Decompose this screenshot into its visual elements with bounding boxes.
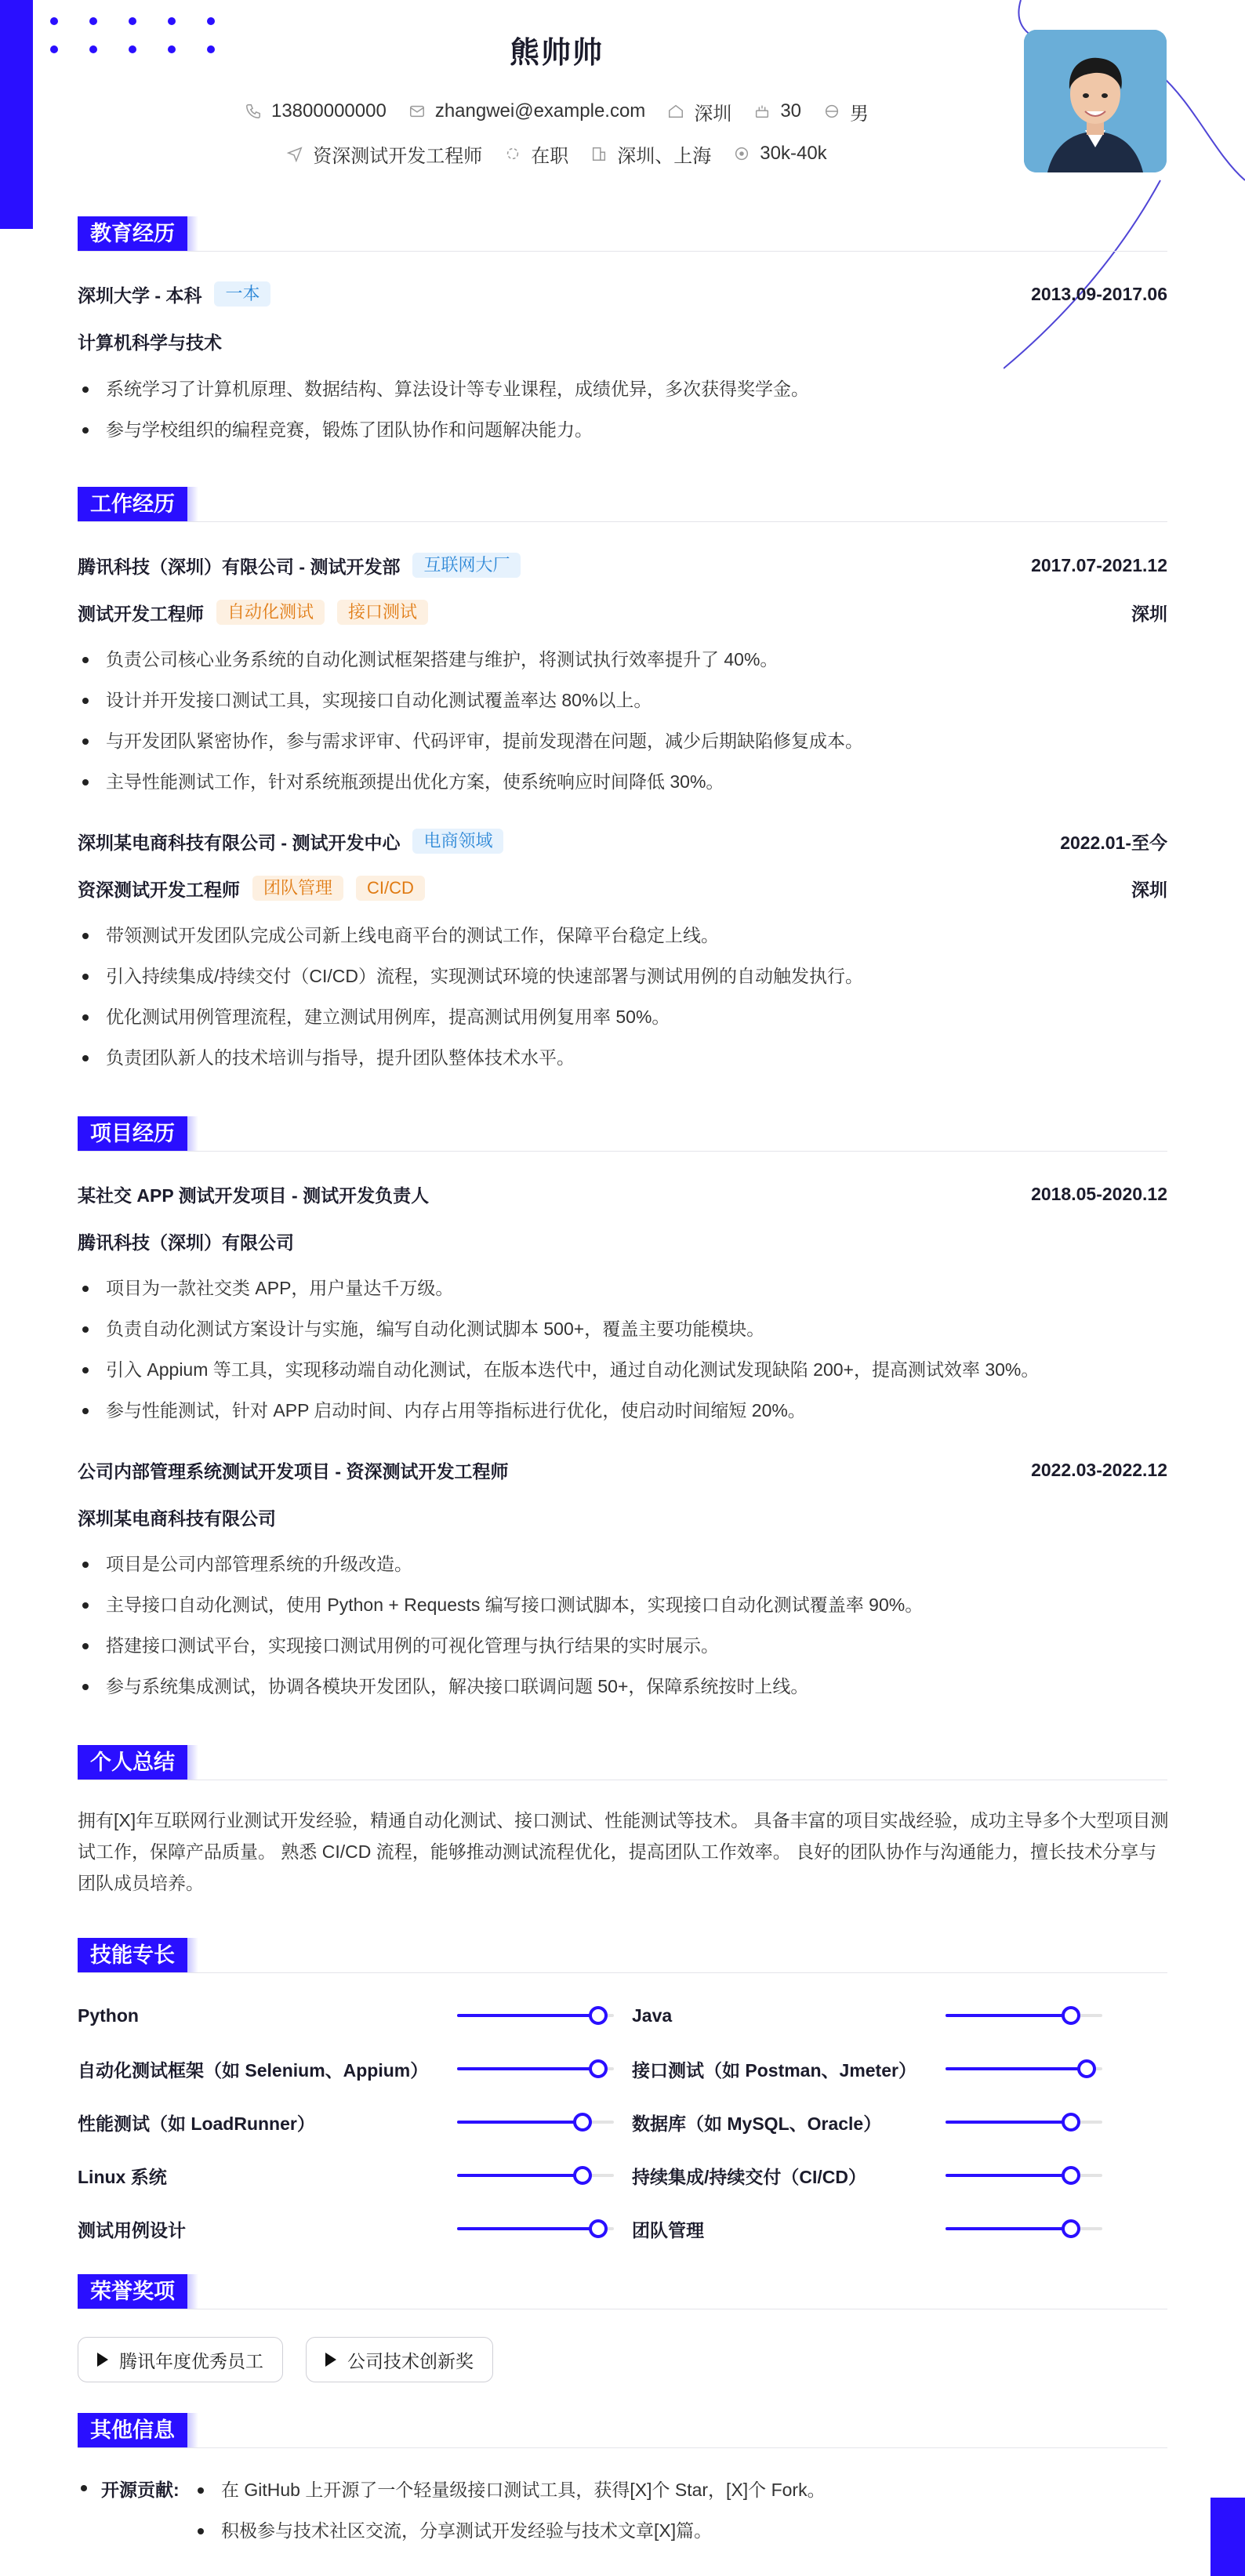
section-divider [78,521,1167,522]
job-date: 2022.01-至今 [1060,832,1167,853]
contact-info-row [0,96,1113,127]
skill-level-knob [1062,2006,1080,2025]
project-org: 腾讯科技（深圳）有限公司 [78,1232,294,1253]
list-item: 项目是公司内部管理系统的升级改造。 [78,1544,1167,1584]
job-info-row [0,138,1113,169]
section-label: 项目经历 [78,1116,187,1151]
job-bullets [78,915,1167,1078]
honor-label: 腾讯年度优秀员工 [119,2350,263,2371]
skill-level-fill [457,2227,598,2230]
accent-bar-right [1211,2498,1245,2576]
skill-level-knob [573,2113,592,2132]
job-role-row [78,597,1167,628]
skill-level-knob [1062,2219,1080,2238]
send-icon [286,145,303,162]
skill-item [632,2160,1102,2191]
project-header [78,1178,1167,1210]
status-item [504,140,568,168]
section-label: 技能专长 [78,1938,187,1972]
candidate-name: 熊帅帅 [509,37,604,70]
skill-level-fill [946,2067,1087,2070]
list-item: 引入 Appium 等工具，实现移动端自动化测试，在版本迭代中，通过自动化测试发现缺陷 200+，提高测试效率 30%。 [78,1349,1167,1390]
skill-name: Java [632,2005,673,2026]
project-org-row [78,1501,1167,1533]
skill-name: 数据库（如 MySQL、Oracle） [632,2113,882,2134]
list-item: 设计并开发接口测试工具，实现接口自动化测试覆盖率达 80%以上。 [78,680,1167,720]
major: 计算机科学与技术 [78,332,222,353]
city-text: 深圳 [694,103,732,125]
section-title-projects [78,1116,198,1151]
section-title-other [78,2413,198,2447]
mail-icon [408,103,426,120]
list-item: 积极参与技术社区交流，分享测试开发经验与技术文章[X]篇。 [193,2510,1165,2551]
section-divider [78,1972,1167,1973]
section-label: 教育经历 [78,216,187,251]
list-item: 项目为一款社交类 APP，用户量达千万级。 [78,1268,1167,1308]
project-org: 深圳某电商科技有限公司 [78,1508,276,1529]
skill-level-knob [573,2166,592,2185]
list-item: 参与性能测试，针对 APP 启动时间、内存占用等指标进行优化，使启动时间缩短 20%。 [78,1390,1167,1431]
role-tag: 自动化测试 [216,600,325,625]
list-item: 搭建接口测试平台，实现接口测试用例的可视化管理与执行结果的实时展示。 [78,1625,1167,1666]
skill-level-fill [457,2121,583,2124]
skill-level-knob [1062,2166,1080,2185]
list-item: 与开发团队紧密协作，参与需求评审、代码评审，提前发现潜在问题，减少后期缺陷修复成本。 [78,720,1167,761]
target-city-text: 深圳、上海 [617,145,712,167]
list-item: 引入持续集成/持续交付（CI/CD）流程，实现测试环境的快速部署与测试用例的自动触发执行。 [78,956,1167,996]
job-location: 深圳 [1131,879,1167,900]
skill-level-slider [457,2067,614,2070]
education-major-row [78,325,1167,357]
project-bullets [78,1544,1167,1707]
coin-icon [733,145,750,162]
section-divider [78,1151,1167,1152]
education-bullets [78,368,1167,450]
skill-name: 自动化测试框架（如 Selenium、Appium） [78,2059,429,2081]
skill-name: 性能测试（如 LoadRunner） [78,2113,315,2134]
status-text: 在职 [531,145,569,167]
skill-item [632,2106,1102,2138]
honor-label: 公司技术创新奖 [347,2350,474,2371]
portrait-photo-icon [1024,30,1167,172]
skill-level-knob [1077,2059,1096,2078]
phone-item [245,100,387,122]
avatar [1024,30,1167,172]
project-name: 公司内部管理系统测试开发项目 - 资深测试开发工程师 [78,1460,509,1482]
skill-name: 接口测试（如 Postman、Jmeter） [632,2059,917,2081]
job-date: 2017.07-2021.12 [1031,554,1167,575]
skill-level-slider [946,2014,1102,2017]
salary-text: 30k-40k [760,143,827,164]
skill-level-slider [457,2121,614,2124]
city-item [667,98,731,125]
section-label: 其他信息 [78,2413,187,2447]
skill-level-knob [589,2219,608,2238]
email-item [408,100,646,122]
status-icon [504,145,521,162]
skill-level-fill [457,2067,598,2070]
skill-level-fill [457,2014,598,2017]
age-text: 30 [780,100,802,122]
list-item: 负责团队新人的技术培训与指导，提升团队整体技术水平。 [78,1037,1167,1078]
skill-level-slider [946,2067,1102,2070]
honor-item [306,2337,493,2382]
cake-icon [753,103,771,120]
skill-item [632,2053,1102,2084]
project-bullets [78,1268,1167,1431]
project-date: 2022.03-2022.12 [1031,1459,1167,1480]
list-item: 负责公司核心业务系统的自动化测试框架搭建与维护，将测试执行效率提升了 40%。 [78,639,1167,680]
education-header [78,278,1167,310]
skill-name: 测试用例设计 [78,2219,186,2240]
role-tag: 接口测试 [337,600,428,625]
job-title-text: 资深测试开发工程师 [313,145,483,167]
section-title-summary [78,1745,198,1780]
skill-level-fill [946,2174,1071,2177]
skill-item [632,2213,1102,2244]
skill-name: Python [78,2005,139,2026]
skill-level-knob [589,2059,608,2078]
skill-level-slider [457,2014,614,2017]
skill-level-fill [946,2121,1071,2124]
job-header [78,825,1167,857]
company-tag: 互联网大厂 [412,553,521,578]
gender-text: 男 [850,103,869,125]
skill-level-fill [946,2227,1071,2230]
play-icon [325,2353,336,2367]
target-city-item [590,140,711,168]
project-org-row [78,1225,1167,1257]
education-date: 2013.09-2017.06 [1031,283,1167,304]
list-item: 优化测试用例管理流程，建立测试用例库，提高测试用例复用率 50%。 [78,996,1167,1037]
phone-text: 13800000000 [270,100,387,122]
skill-level-slider [946,2227,1102,2230]
list-item: 参与学校组织的编程竞赛，锻炼了团队协作和问题解决能力。 [78,409,1167,450]
list-item: 主导接口自动化测试，使用 Python + Requests 编写接口测试脚本，实现接口自动化测试覆盖率 90%。 [78,1584,1167,1625]
list-item: 带领测试开发团队完成公司新上线电商平台的测试工作，保障平台稳定上线。 [78,915,1167,956]
gender-item [823,98,869,125]
job-bullets [78,639,1167,802]
project-date: 2018.05-2020.12 [1031,1183,1167,1204]
list-item: 在 GitHub 上开源了一个轻量级接口测试工具，获得[X]个 Star，[X]个 Fork。 [193,2469,1165,2510]
gender-icon [823,103,840,120]
skill-level-slider [946,2121,1102,2124]
skill-name: 团队管理 [632,2219,704,2240]
section-divider [78,2447,1167,2448]
skill-level-slider [457,2227,614,2230]
skill-name: Linux 系统 [78,2166,167,2187]
summary-text: 拥有[X]年互联网行业测试开发经验，精通自动化测试、接口测试、性能测试等技术。 具备丰富的项目实战经验，成功主导多个大型项目测试工作，保障产品质量。 熟悉 CI/CD 流程，能够推动测试流程优化，提高团队工作效率。 良好的团队协作与沟通能力，擅长技术分享与团队成员培养。 [78,1810,1169,1893]
section-label: 工作经历 [78,487,187,521]
skill-level-slider [457,2174,614,2177]
skill-item [78,2106,614,2138]
project-header [78,1454,1167,1486]
skill-level-knob [589,2006,608,2025]
other-bullets [193,2469,1165,2551]
section-title-education [78,216,198,251]
list-item: 主导性能测试工作，针对系统瓶颈提出优化方案，使系统响应时间降低 30%。 [78,761,1167,802]
building-icon [590,145,608,162]
age-item [753,100,801,122]
salary-item [733,143,826,165]
project-name: 某社交 APP 测试开发项目 - 测试开发负责人 [78,1185,430,1206]
job-role: 测试开发工程师 [78,603,204,624]
job-header [78,550,1167,581]
skill-item [78,2213,614,2244]
email-text: zhangwei@example.com [434,100,646,122]
role-tag: 团队管理 [252,876,343,901]
job-role-row [78,873,1167,904]
section-divider [78,251,1167,252]
list-item: 参与系统集成测试，协调各模块开发团队，解决接口联调问题 50+，保障系统按时上线。 [78,1666,1167,1707]
company-name: 深圳某电商科技有限公司 - 测试开发中心 [78,832,401,853]
skill-level-fill [457,2174,583,2177]
job-location: 深圳 [1131,603,1167,624]
skill-item [78,2053,614,2084]
honor-item [78,2337,283,2382]
section-title-skills [78,1938,198,1972]
list-item: 系统学习了计算机原理、数据结构、算法设计等专业课程，成绩优异，多次获得奖学金。 [78,368,1167,409]
role-tag: CI/CD [356,876,425,901]
section-title-honors [78,2274,198,2309]
section-title-work [78,487,198,521]
section-label: 个人总结 [78,1745,187,1780]
open-source-label: 开源贡献: [78,2477,180,2502]
section-label: 荣誉奖项 [78,2274,187,2309]
skill-item [78,2000,614,2031]
play-icon [97,2353,108,2367]
list-item: 负责自动化测试方案设计与实施，编写自动化测试脚本 500+，覆盖主要功能模块。 [78,1308,1167,1349]
company-tag: 电商领域 [412,829,503,854]
skill-level-fill [946,2014,1071,2017]
job-role: 资深测试开发工程师 [78,879,240,900]
school-name: 深圳大学 - 本科 [78,285,202,306]
phone-icon [245,103,262,120]
skill-level-knob [1062,2113,1080,2132]
job-title-item [286,140,482,168]
skill-item [78,2160,614,2191]
skill-level-slider [946,2174,1102,2177]
home-icon [667,103,684,120]
skill-name: 持续集成/持续交付（CI/CD） [632,2166,866,2187]
skill-item [632,2000,1102,2031]
school-tag: 一本 [214,281,270,307]
company-name: 腾讯科技（深圳）有限公司 - 测试开发部 [78,556,401,577]
